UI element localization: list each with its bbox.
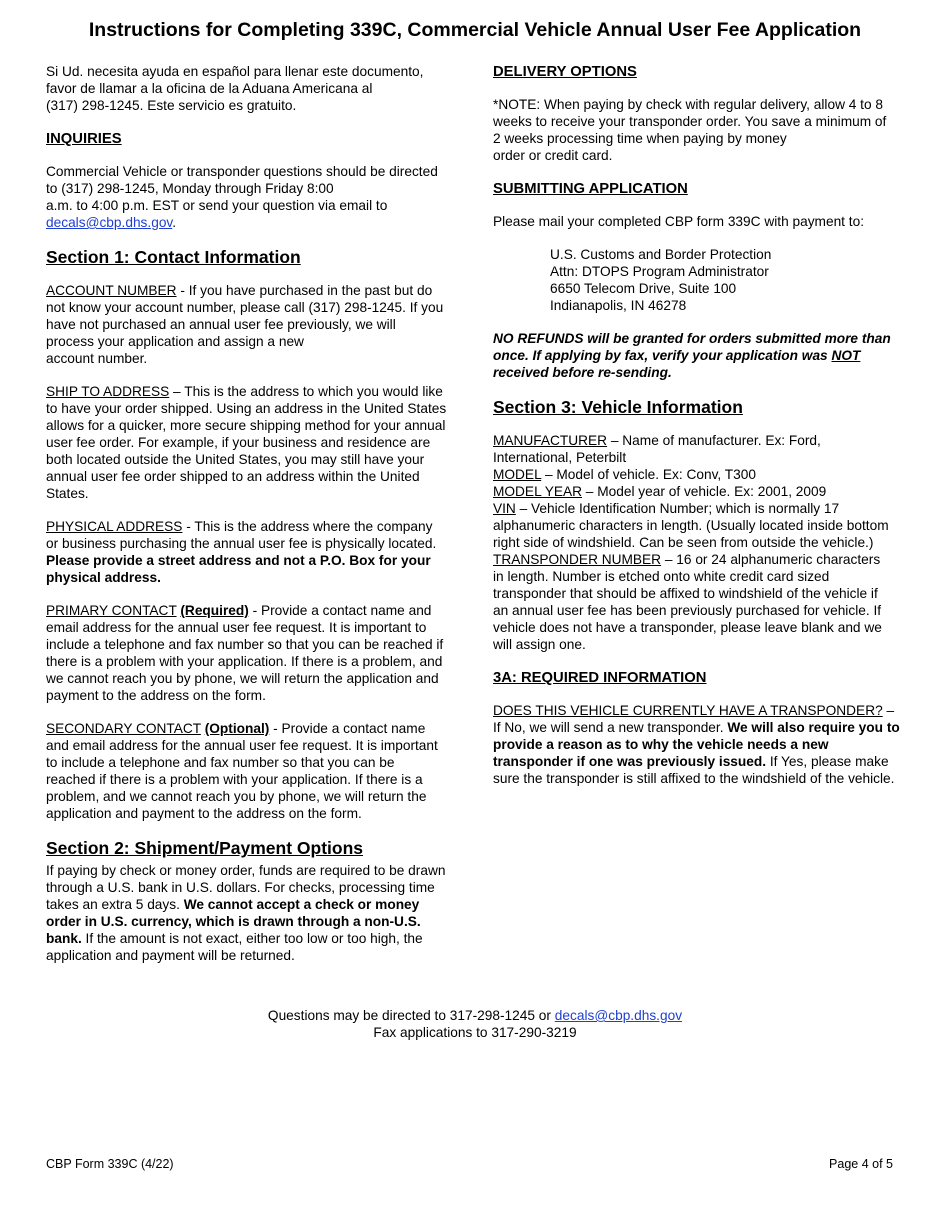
- refund-notice: NO REFUNDS will be granted for orders submitted more than once. If applying by fax, verify your application was NOT received before re-sending.: [493, 331, 891, 380]
- spanish-help-text: Si Ud. necesita ayuda en español para llenar este documento, favor de llamar a la oficina de la Aduana Americana al (317) 298-1245. Este servicio es gratuito.: [46, 64, 424, 113]
- mailing-address: U.S. Customs and Border Protection Attn: DTOPS Program Administrator 6650 Telecom Drive, Suite 100 Indianapolis, IN 46278: [550, 247, 772, 313]
- transponder-question-label: DOES THIS VEHICLE CURRENTLY HAVE A TRANSPONDER?: [493, 703, 883, 718]
- section1-heading: Section 1: Contact Information: [46, 247, 301, 267]
- manufacturer-label: MANUFACTURER: [493, 433, 608, 448]
- page-title: Instructions for Completing 339C, Commercial Vehicle Annual User Fee Application: [88, 19, 862, 41]
- right-column: [493, 63, 911, 803]
- required-information-heading: 3A: REQUIRED INFORMATION: [493, 670, 707, 686]
- submitting-application-heading: SUBMITTING APPLICATION: [493, 181, 688, 197]
- ship-to-address-label: SHIP TO ADDRESS: [46, 384, 170, 399]
- section2-text: If paying by check or money order, funds are required to be drawn through a U.S. bank in U.S. dollars. For checks, processing time takes an extra 5 days. We cannot accept a check or money order in U.S. currency, which is drawn through a non-U.S. bank. If the amount is not exact, either too low or too high, the application and payment will be returned.: [46, 863, 446, 963]
- delivery-options-heading: DELIVERY OPTIONS: [493, 64, 637, 80]
- vin-label: VIN: [493, 501, 516, 516]
- model-year-label: MODEL YEAR: [493, 484, 582, 499]
- primary-contact-paragraph: PRIMARY CONTACT (Required) - Provide a contact name and email address for the annual user fee request. It is important to include a telephone and fax number so that you can be reached if there is a problem with your application. If there is a problem, and we cannot reach you by phone, we will return the application and payment to the address on the form.: [46, 603, 444, 703]
- physical-address-label: PHYSICAL ADDRESS: [46, 519, 183, 534]
- secondary-contact-label: SECONDARY CONTACT: [46, 721, 201, 736]
- delivery-options-text: *NOTE: When paying by check with regular delivery, allow 4 to 8 weeks to receive your transponder order. You save a minimum of 2 weeks processing time when paying by money order or credit card.: [493, 97, 887, 163]
- page-number: Page 4 of 5: [829, 1157, 893, 1171]
- inquiries-heading: INQUIRIES: [46, 131, 122, 147]
- inquiries-email-link[interactable]: decals@cbp.dhs.gov: [46, 215, 173, 230]
- footer-email-link[interactable]: decals@cbp.dhs.gov: [554, 1008, 683, 1023]
- account-number-paragraph: ACCOUNT NUMBER - If you have purchased in the past but do not know your account number, please call (317) 298-1245. If you have not purchased an annual user fee previously, we will process your application and assign a new account number.: [46, 283, 444, 366]
- physical-address-paragraph: PHYSICAL ADDRESS - This is the address where the company or business purchasing the annual user fee is physically located. Please provide a street address and not a P.O. Box for your physical address.: [46, 519, 437, 585]
- transponder-number-label: TRANSPONDER NUMBER: [493, 552, 662, 567]
- transponder-question-text: DOES THIS VEHICLE CURRENTLY HAVE A TRANSPONDER? – If No, we will send a new transponder. We will also require you to provide a reason as to why the vehicle needs a new transponder if one was previously issued. If Yes, please make sure the transponder is still affixed to the windshield of the vehicle.: [493, 703, 900, 786]
- ship-to-address-paragraph: SHIP TO ADDRESS – This is the address to which you would like to have your order shipped. Using an address in the United States allows for a quicker, more secure shipping method for your annual user fee order. For example, if your business and residence are both located outside the United States, you may still have your annual user fee order shipped to an address within the United States.: [46, 384, 447, 501]
- model-label: MODEL: [493, 467, 542, 482]
- vehicle-fields-text: MANUFACTURER – Name of manufacturer. Ex: Ford, International, Peterbilt MODEL – Model of vehicle. Ex: Conv, T300 MODEL YEAR – Model year of vehicle. Ex: 2001, 2009 VIN – Vehicle Identification Number; which is normally 17 alphanumeric characters in length. (Usually located inside bottom right side of windshield. Can be seen from outside the vehicle.) TRANSPONDER NUMBER – 16 or 24 alphanumeric characters in length. Number is etched onto white credit card sized transponder that should be affixed to windshield of the vehicle if an annual user fee has been previously purchased for vehicle. If vehicle does not have a transponder, please leave blank and we will assign one.: [493, 433, 889, 652]
- section3-heading: Section 3: Vehicle Information: [493, 397, 743, 417]
- form-id: CBP Form 339C (4/22): [46, 1157, 174, 1171]
- section2-heading: Section 2: Shipment/Payment Options: [46, 838, 363, 858]
- inquiries-text: Commercial Vehicle or transponder questions should be directed to (317) 298-1245, Monday through Friday 8:00 a.m. to 4:00 p.m. EST or send your question via email to decals@cbp.dhs.gov.: [46, 164, 438, 230]
- secondary-contact-paragraph: SECONDARY CONTACT (Optional) - Provide a contact name and email address for the annual user fee request. It is important to include a telephone and fax number so that you can be reached if there is a problem with your application. If there is a problem, and we cannot reach you by phone, we will return the application and payment to the address on the form.: [46, 721, 438, 821]
- submitting-text: Please mail your completed CBP form 339C with payment to:: [493, 214, 864, 229]
- account-number-label: ACCOUNT NUMBER: [46, 283, 177, 298]
- primary-contact-label: PRIMARY CONTACT: [46, 603, 177, 618]
- left-column: [46, 63, 466, 980]
- fax-text: Fax applications to 317-290-3219: [373, 1025, 577, 1040]
- footer-contact: Questions may be directed to 317-298-1245 or decals@cbp.dhs.gov Fax applications to 317-290-3219: [267, 1008, 683, 1040]
